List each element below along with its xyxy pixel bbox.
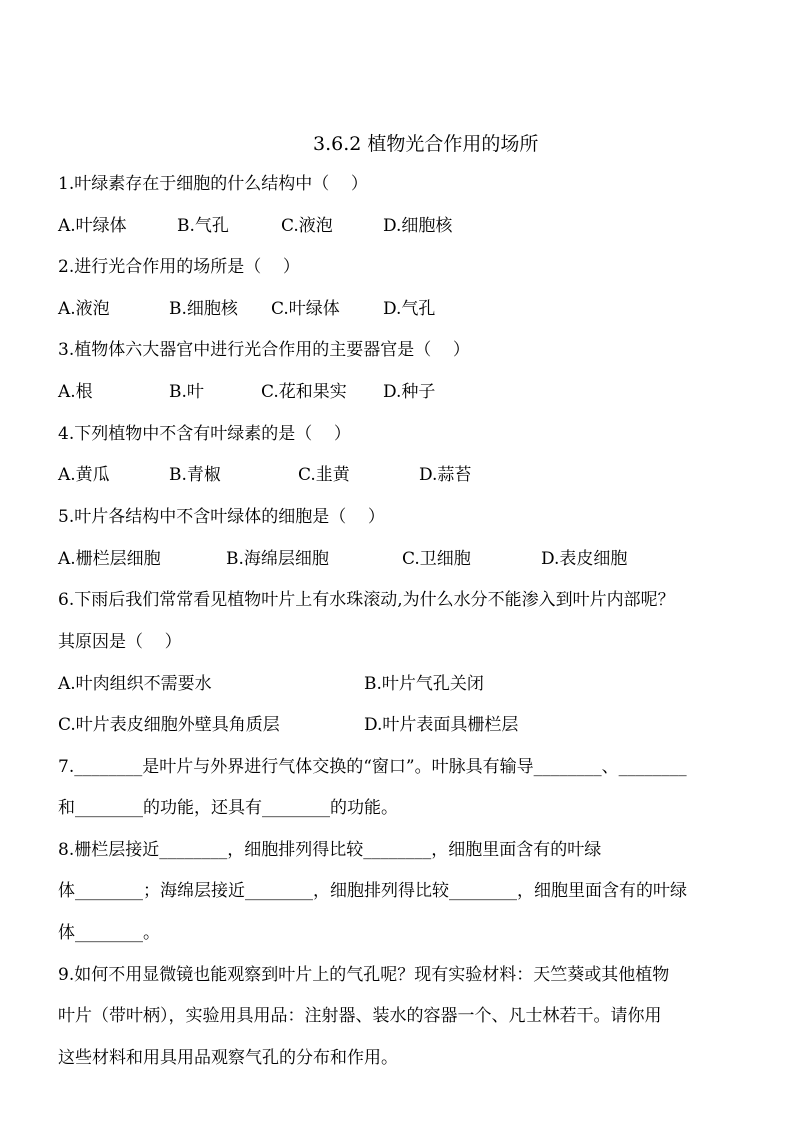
question-9-line-3: 这些材料和用具用品观察气孔的分布和作用。 (58, 1048, 398, 1068)
question-6-line-2: 其原因是（ ） (58, 632, 182, 652)
question-8-line-3: 体________。 (58, 923, 160, 943)
question-8-line-2: 体________；海绵层接近________，细胞排列得比较________，细胞里面含有的叶绿 (58, 881, 687, 901)
q2-option-b: B.细胞核 (169, 299, 238, 319)
question-9-line-1: 9.如何不用显微镜也能观察到叶片上的气孔呢？现有实验材料：天竺葵或其他植物 (58, 965, 670, 985)
question-2: 2.进行光合作用的场所是（ ） (58, 257, 300, 277)
question-4: 4.下列植物中不含有叶绿素的是（ ） (58, 424, 351, 444)
q1-option-d: D.细胞核 (383, 216, 453, 236)
question-8-line-1: 8.栅栏层接近________，细胞排列得比较________，细胞里面含有的叶绿 (58, 840, 602, 860)
q6-option-a: A.叶肉组织不需要水 (58, 674, 212, 694)
q2-option-a: A.液泡 (58, 299, 110, 319)
q5-option-c: C.卫细胞 (402, 549, 471, 569)
page-title: 3.6.2 植物光合作用的场所 (313, 133, 539, 155)
q4-option-c: C.韭黄 (298, 465, 350, 485)
q3-option-c: C.花和果实 (261, 382, 347, 402)
q4-option-a: A.黄瓜 (58, 465, 110, 485)
q3-option-a: A.根 (58, 382, 93, 402)
q1-option-b: B.气孔 (177, 216, 229, 236)
question-1: 1.叶绿素存在于细胞的什么结构中（ ） (58, 174, 368, 194)
q4-option-b: B.青椒 (169, 465, 221, 485)
q2-option-c: C.叶绿体 (271, 299, 340, 319)
question-7-line-1: 7.________是叶片与外界进行气体交换的“窗口”。叶脉具有输导________、________ (58, 757, 687, 777)
q6-option-b: B.叶片气孔关闭 (364, 674, 484, 694)
question-3: 3.植物体六大器官中进行光合作用的主要器官是（ ） (58, 340, 470, 360)
question-7-line-2: 和________的功能，还具有________的功能。 (58, 798, 398, 818)
q6-option-d: D.叶片表面具栅栏层 (364, 715, 519, 735)
q5-option-d: D.表皮细胞 (541, 549, 628, 569)
q1-option-c: C.液泡 (281, 216, 333, 236)
q4-option-d: D.蒜苔 (419, 465, 472, 485)
q2-option-d: D.气孔 (383, 299, 436, 319)
q3-option-b: B.叶 (169, 382, 204, 402)
q3-option-d: D.种子 (383, 382, 436, 402)
q6-option-c: C.叶片表皮细胞外壁具角质层 (58, 715, 280, 735)
question-6-line-1: 6.下雨后我们常常看见植物叶片上有水珠滚动,为什么水分不能渗入到叶片内部呢？ (58, 590, 675, 610)
q1-option-a: A.叶绿体 (58, 216, 127, 236)
question-5: 5.叶片各结构中不含叶绿体的细胞是（ ） (58, 507, 385, 527)
q5-option-b: B.海绵层细胞 (226, 549, 329, 569)
q5-option-a: A.栅栏层细胞 (58, 549, 161, 569)
question-9-line-2: 叶片（带叶柄），实验用具用品：注射器、装水的容器一个、凡士林若干。请你用 (58, 1006, 662, 1026)
